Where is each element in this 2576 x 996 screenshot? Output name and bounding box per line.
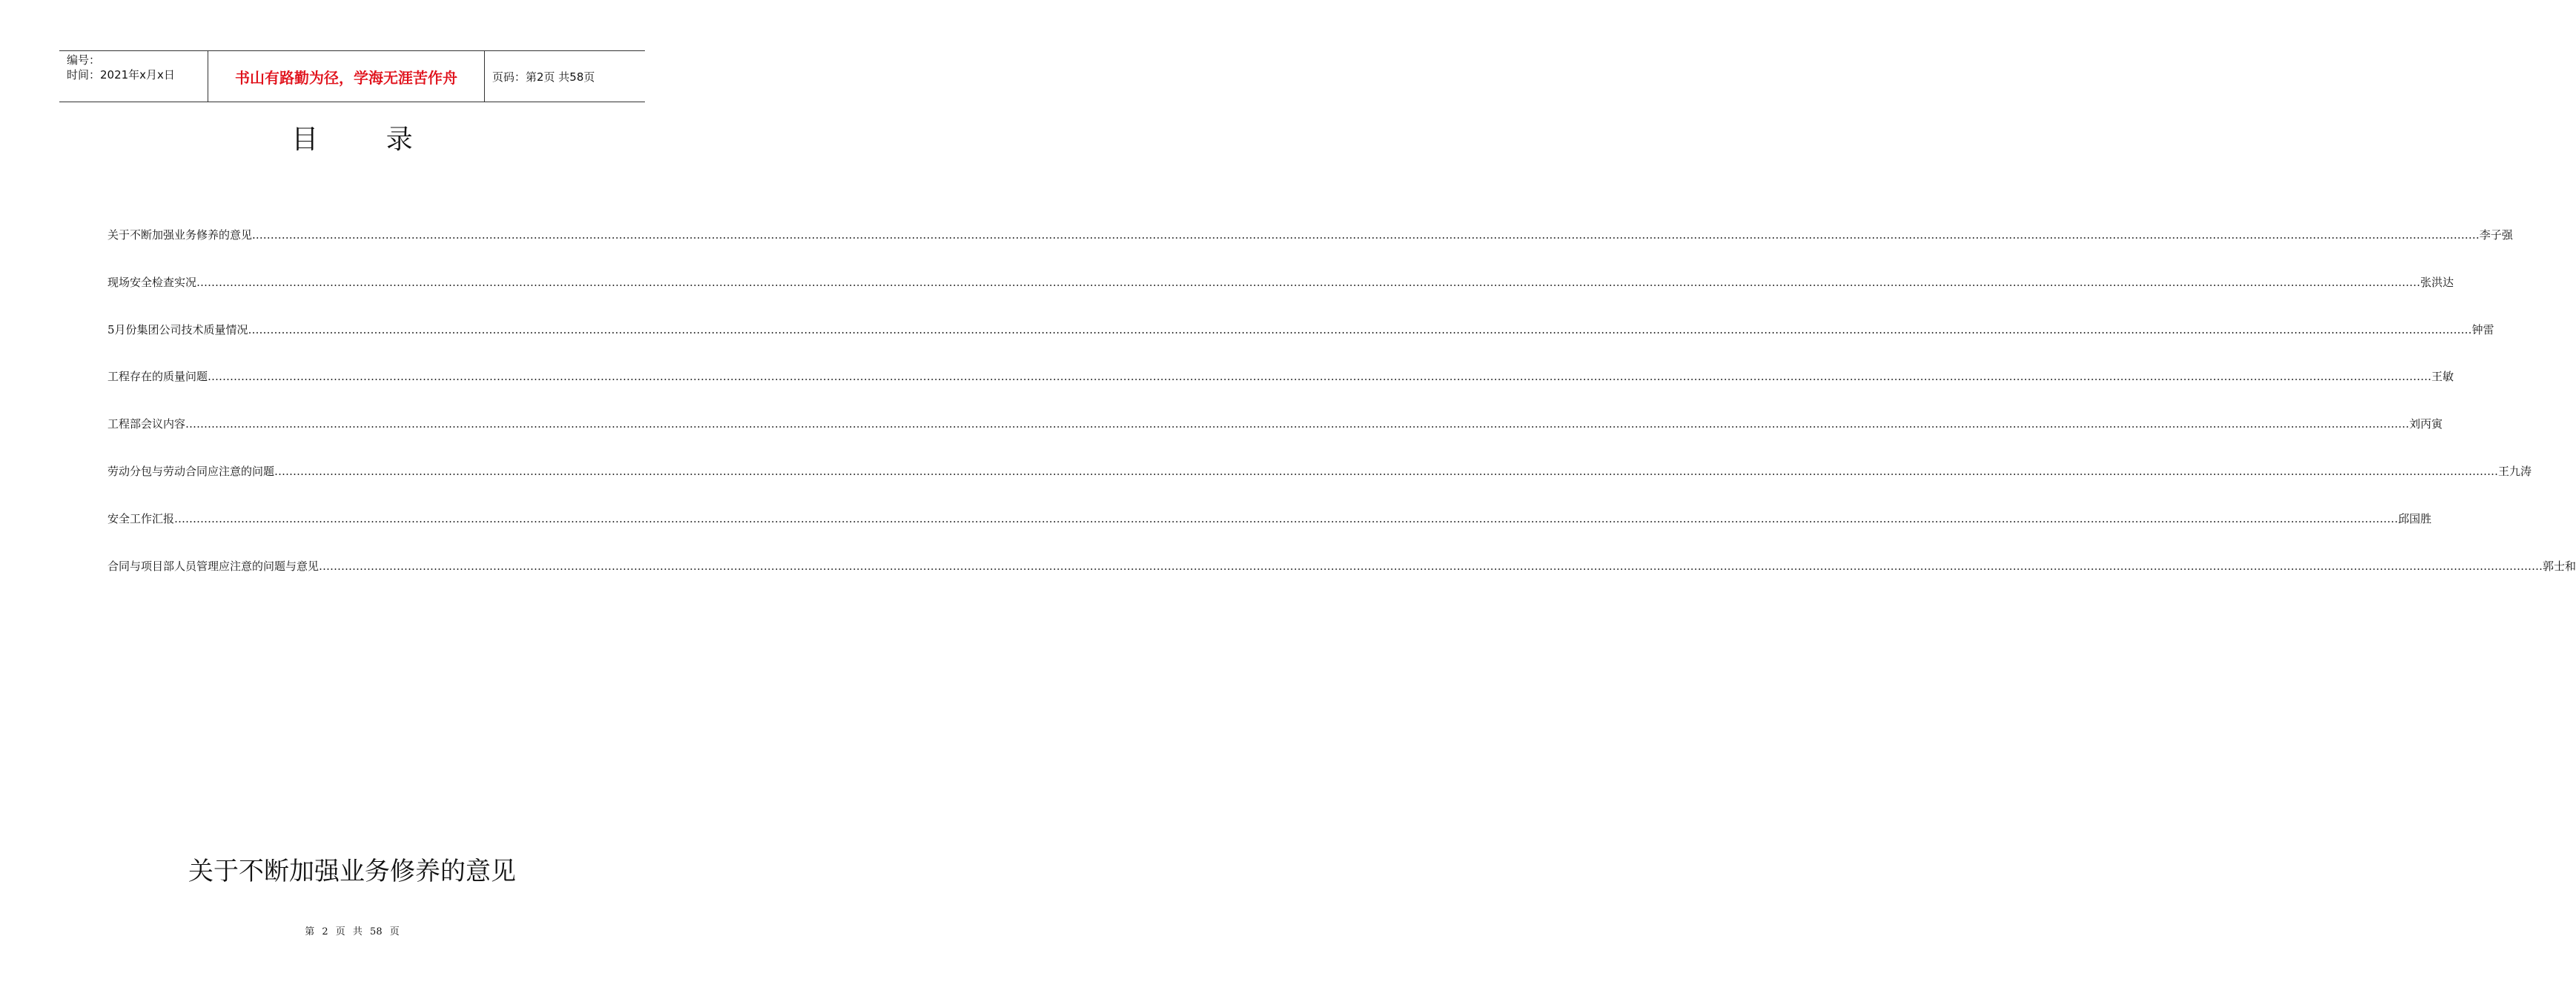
toc-entry[interactable] [107, 416, 2443, 463]
toc-leader-dots: …………………………………………………………………………………………………………………………………………………………………………………………………………………………………………………………………………………………………………………………………………………………………………………………………………………………………………………………………………………………………………………………………………………… [248, 322, 2472, 336]
toc-entry[interactable] [107, 463, 2532, 511]
table-of-contents [107, 227, 2576, 605]
toc-entry[interactable] [107, 511, 2432, 558]
toc-entry-title: 工程部会议内容 [107, 417, 186, 431]
toc-leader-dots: …………………………………………………………………………………………………………………………………………………………………………………………………………………………………………………………………………………………………………………………………………………………………………………………………………………………………………………………………………………………………………………………………………………… [274, 464, 2499, 478]
toc-entry-author: 钟雷 [2471, 322, 2494, 336]
section-title: 关于不断加强业务修养的意见 [188, 857, 516, 886]
toc-entry-author: 张洪达 [2420, 275, 2454, 289]
toc-entry-author: 郭士和 [2543, 559, 2576, 573]
toc-entry-author: 李子强 [2479, 228, 2513, 242]
page-footer: 第 2 页 共 58 页 [305, 926, 400, 937]
number-label: 编号： [67, 53, 101, 67]
toc-entry-title: 劳动分包与劳动合同应注意的问题 [107, 464, 275, 478]
toc-entry[interactable] [107, 274, 2454, 322]
toc-entry-title: 关于不断加强业务修养的意见. [107, 228, 256, 242]
toc-leader-dots: …………………………………………………………………………………………………………………………………………………………………………………………………………………………………………………………………………………………………………………………………………………………………………………………………………………………………………………………………………………………………………………………………………………… [185, 417, 2410, 431]
toc-title: 目 录 [291, 124, 443, 155]
toc-entry-author: 邱国胜 [2398, 511, 2432, 525]
toc-entry-title: 现场安全检查实况 [107, 275, 197, 289]
header-motto: 书山有路勤为径，学海无涯苦作舟 [208, 51, 485, 102]
toc-entry[interactable] [107, 227, 2513, 274]
toc-entry-author: 王敏 [2431, 370, 2454, 384]
toc-entry[interactable] [107, 368, 2454, 416]
toc-entry-title: 5月份集团公司技术质量情况 [107, 322, 248, 336]
toc-leader-dots: …………………………………………………………………………………………………………………………………………………………………………………………………………………………………………………………………………………………………………………………………………………………………………………………………………………………………………………………………………………………………………………………………………………… [196, 275, 2421, 289]
toc-leader-dots: …………………………………………………………………………………………………………………………………………………………………………………………………………………………………………………………………………………………………………………………………………………………………………………………………………………………………………………………………………………………………………………………………………………… [319, 559, 2543, 573]
toc-leader-dots: …………………………………………………………………………………………………………………………………………………………………………………………………………………………………………………………………………………………………………………………………………………………………………………………………………………………………………………………………………………………………………………………………………………… [208, 370, 2432, 384]
header-page-info: 页码：第2页 共58页 [492, 70, 595, 84]
toc-entry-title: 安全工作汇报 [107, 511, 175, 525]
header-meta [59, 51, 208, 102]
toc-entry-title: 合同与项目部人员管理应注意的问题与意见 [107, 559, 319, 573]
page-header [59, 50, 645, 102]
toc-leader-dots: …………………………………………………………………………………………………………………………………………………………………………………………………………………………………………………………………………………………………………………………………………………………………………………………………………………………………………………………………………………………………………………………………………………… [174, 511, 2399, 525]
date-label: 时间：2021年x月x日 [67, 68, 175, 82]
toc-entry[interactable] [107, 322, 2494, 369]
toc-leader-dots: …………………………………………………………………………………………………………………………………………………………………………………………………………………………………………………………………………………………………………………………………………………………………………………………………………………………………………………………………………………………………………………………………………………… [255, 228, 2480, 242]
toc-entry-author: 王九涛 [2498, 464, 2532, 478]
toc-entry-title: 工程存在的质量问题 [107, 370, 208, 384]
toc-entry[interactable] [107, 558, 2576, 605]
toc-entry-author: 刘丙寅 [2409, 417, 2443, 431]
